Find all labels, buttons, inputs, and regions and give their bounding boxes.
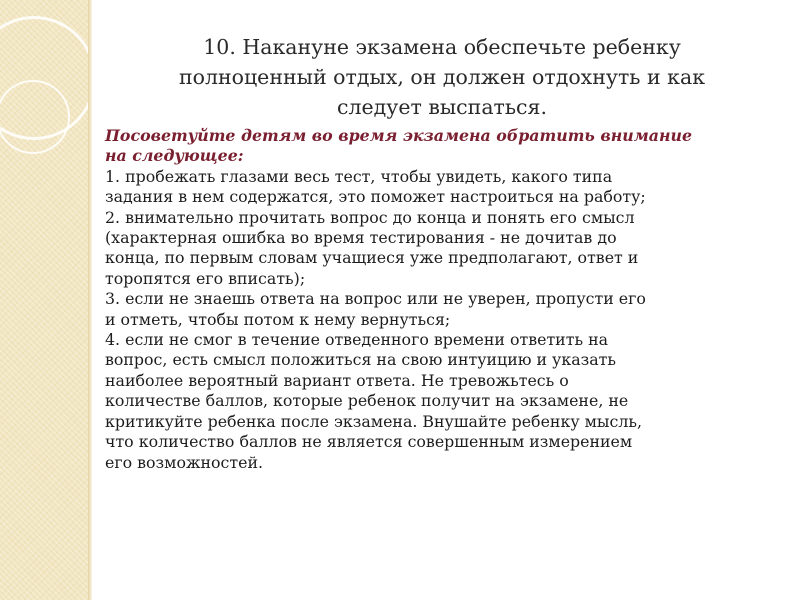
subheading-line: Посоветуйте детям во время экзамена обратить внимание xyxy=(105,126,693,145)
body-line: задания в нем содержатся, это поможет настроиться на работу; xyxy=(105,187,646,207)
body-line: количестве баллов, которые ребенок получит на экзамене, не xyxy=(105,391,629,411)
body-line: критикуйте ребенка после экзамена. Внушайте ребенку мысль, xyxy=(105,411,642,431)
sidebar-edge xyxy=(88,0,92,600)
body-line: вопрос, есть смысл положиться на свою интуицию и указать xyxy=(105,350,617,370)
body-line: (характерная ошибка во время тестирования - не дочитав до xyxy=(105,228,617,248)
decorative-ring-small xyxy=(0,80,70,154)
title-line: 10. Накануне экзамена обеспечьте ребенку xyxy=(203,35,681,59)
body-line: что количество баллов не является совершенным измерением xyxy=(105,432,633,452)
title-line: следует выспаться. xyxy=(337,95,547,119)
body-line: 4. если не смог в течение отведенного времени ответить на xyxy=(105,330,609,350)
decorative-sidebar xyxy=(0,0,88,600)
subheading-line: на следующее: xyxy=(105,146,244,166)
title-line: полноценный отдых, он должен отдохнуть и как xyxy=(178,65,706,89)
body-line: 2. внимательно прочитать вопрос до конца и понять его смысл xyxy=(105,207,635,227)
slide-body xyxy=(105,126,780,473)
body-line: наиболее вероятный вариант ответа. Не тревожьтесь о xyxy=(105,370,569,390)
body-line: торопятся его вписать); xyxy=(105,268,306,288)
body-line: его возможностей. xyxy=(105,452,264,472)
body-line: конца, по первым словам учащиеся уже предполагают, ответ и xyxy=(105,248,639,268)
body-line: 3. если не знаешь ответа на вопрос или не уверен, пропусти его xyxy=(105,289,646,309)
slide-title xyxy=(168,32,716,122)
body-line: 1. пробежать глазами весь тест, чтобы увидеть, какого типа xyxy=(105,166,613,186)
body-line: и отметь, чтобы потом к нему вернуться; xyxy=(105,309,451,329)
